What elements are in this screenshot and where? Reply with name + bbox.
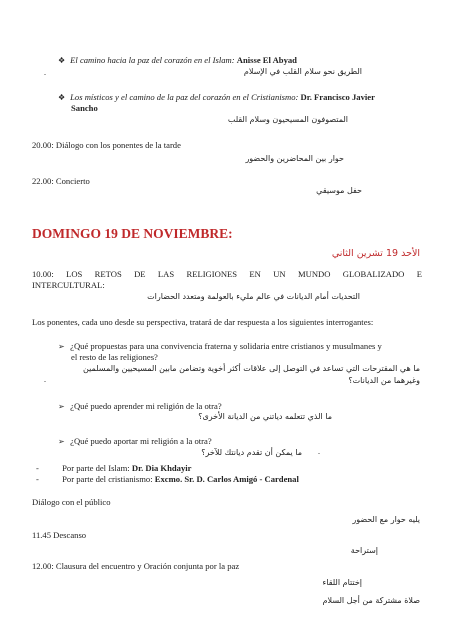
- speaker-prefix: Por parte del cristianismo:: [62, 474, 153, 484]
- arrow-bullet-icon: ➢: [58, 437, 65, 446]
- closing-item-arabic: إستراحة: [350, 546, 378, 555]
- question-item: [58, 401, 222, 412]
- speaker-line: [36, 463, 191, 474]
- arrow-bullet-icon: ➢: [58, 342, 65, 351]
- speaker-line: [36, 474, 299, 485]
- diamond-bullet-icon: ❖: [58, 56, 66, 65]
- question-arabic: ما يمكن أن تقدم ديانتك للآخر؟: [201, 448, 302, 457]
- question-text: ¿Qué puedo aportar mi religión a la otra?: [70, 436, 212, 446]
- schedule-item-arabic: حوار بين المحاضرين والحضور: [245, 154, 344, 163]
- question-item: [58, 436, 212, 447]
- session-title-arabic: التحديات أمام الديانات في عالم مليء بالعولمة ومتعدد الحضارات: [147, 292, 360, 301]
- day-heading: DOMINGO 19 DE NOVIEMBRE:: [32, 226, 233, 241]
- speaker-name: Dr. Dia Khdayir: [131, 463, 192, 473]
- stray-dot: .: [44, 68, 46, 77]
- closing-item: Diálogo con el público: [32, 497, 111, 507]
- dash-bullet: -: [36, 463, 39, 473]
- session-title: 10.00: LOS RETOS DE LAS RELIGIONES EN UN MUNDO GLOBALIZADO E: [32, 269, 422, 279]
- schedule-item: 22.00: Concierto: [32, 176, 90, 186]
- talk-speaker: Dr. Francisco Javier: [300, 92, 375, 102]
- session-title-cont: INTERCULTURAL:: [32, 280, 105, 290]
- schedule-item: 20.00: Diálogo con los ponentes de la tarde: [32, 140, 181, 150]
- stray-dot: .: [318, 447, 320, 456]
- speaker-name: Excmo. Sr. D. Carlos Amigó - Cardenal: [154, 474, 299, 484]
- arrow-bullet-icon: ➢: [58, 402, 65, 411]
- question-arabic: ما هي المقترحات التي تساعد في التوصل إلى علاقات أكثر أخوية وتضامن مابين المسيحيين والمسلمين: [83, 364, 420, 373]
- closing-item-arabic-cont: صلاة مشتركة من أجل السلام: [322, 596, 420, 605]
- question-text-cont: el resto de las religiones?: [71, 352, 158, 362]
- talk-speaker: Anisse El Abyad: [236, 55, 297, 65]
- question-arabic-cont: وغيرهما من الديانات؟: [348, 376, 420, 385]
- stray-dot: .: [44, 375, 46, 384]
- speaker-prefix: Por parte del Islam:: [62, 463, 130, 473]
- intro-paragraph: Los ponentes, cada uno desde su perspectiva, tratará de dar respuesta a los siguientes interrogantes:: [32, 317, 374, 327]
- talk-title-arabic: المتصوفون المسيحيون وسلام القلب: [227, 115, 348, 124]
- talk-title: El camino hacia la paz del corazón en el Islam:: [70, 55, 235, 65]
- question-arabic: ما الذي تتعلمه دياتني من الديانة الأخرى؟: [198, 412, 332, 421]
- dash-bullet: -: [36, 474, 39, 484]
- question-text: ¿Qué puedo aprender mi religión de la otra?: [70, 401, 222, 411]
- closing-item-arabic: يليه حوار مع الحضور: [352, 515, 420, 524]
- list-item-christian-mystics: [58, 92, 375, 103]
- closing-item-arabic: إختتام اللقاء: [322, 578, 362, 587]
- closing-item: 12.00: Clausura del encuentro y Oración conjunta por la paz: [32, 561, 240, 571]
- question-text: ¿Qué propuestas para una convivencia fraterna y solidaria entre cristianos y musulmanes y: [70, 341, 382, 351]
- list-item-islam-heart: [58, 55, 297, 66]
- talk-title: Los místicos y el camino de la paz del corazón en el Cristianismo:: [70, 92, 299, 102]
- diamond-bullet-icon: ❖: [58, 93, 66, 102]
- day-heading-arabic: الأحد 19 تشرين الثاني: [331, 248, 420, 259]
- question-item: [58, 341, 382, 352]
- talk-speaker-cont: Sancho: [71, 103, 98, 113]
- closing-item: 11.45 Descanso: [32, 530, 87, 540]
- schedule-item-arabic: حفل موسيقي: [316, 186, 362, 195]
- talk-title-arabic: الطريق نحو سلام القلب في الإسلام: [243, 67, 362, 76]
